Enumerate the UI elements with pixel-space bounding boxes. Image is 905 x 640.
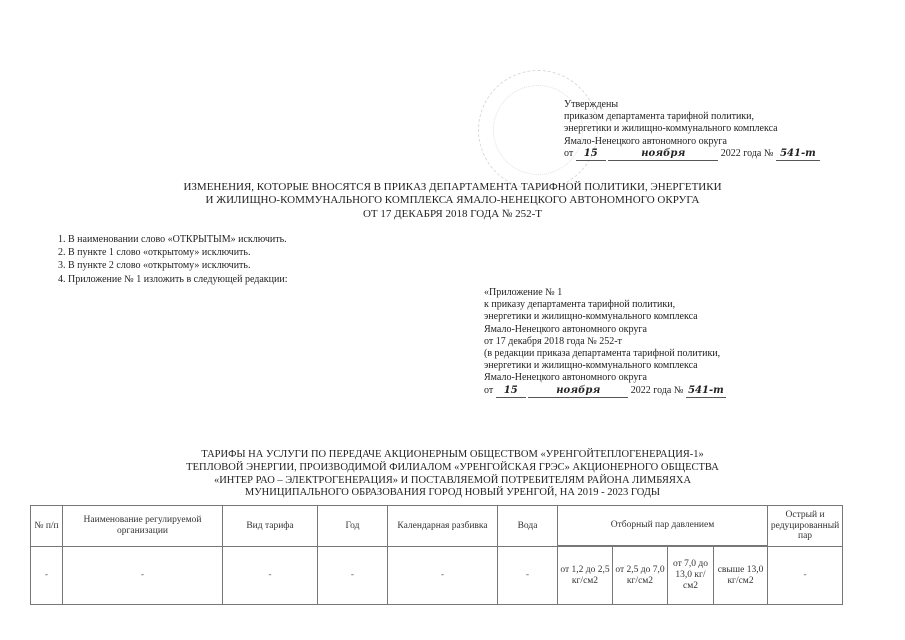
header-num: № п/п <box>31 506 63 547</box>
header-sharp-steam: Острый и редуцированный пар <box>768 506 843 547</box>
amendment-item: 4. Приложение № 1 изложить в следующей редакции: <box>58 273 288 285</box>
amendment-item: 3. В пункте 2 слово «открытому» исключить. <box>58 260 251 272</box>
cell-steam-3: от 7,0 до 13,0 кг/см2 <box>668 547 714 605</box>
title-line: ОТ 17 ДЕКАБРЯ 2018 ГОДА № 252-Т <box>362 207 543 220</box>
tariff-title-line: ТАРИФЫ НА УСЛУГИ ПО ПЕРЕДАЧЕ АКЦИОНЕРНЫМ ОБЩЕСТВОМ «УРЕНГОЙТЕПЛОГЕНЕРАЦИЯ-1» <box>201 449 704 460</box>
tariff-title-line: МУНИЦИПАЛЬНОГО ОБРАЗОВАНИЯ ГОРОД НОВЫЙ УРЕНГОЙ, НА 2019 - 2023 ГОДЫ <box>244 487 661 499</box>
header-organization: Наименование регулируемой организации <box>63 506 223 547</box>
header-steam-group: Отборный пар давлением <box>558 506 768 546</box>
annex-header <box>484 287 804 398</box>
amendment-item: 1. В наименовании слово «ОТКРЫТЫМ» исключить. <box>58 234 287 245</box>
tariff-title <box>0 449 905 500</box>
approval-date-year: 2022 года № <box>720 147 774 159</box>
cell-organization: - <box>63 547 223 605</box>
header-year: Год <box>318 506 388 547</box>
title-line: И ЖИЛИЩНО-КОММУНАЛЬНОГО КОМПЛЕКСА ЯМАЛО-НЕНЕЦКОГО АВТОНОМНОГО ОКРУГА <box>205 194 700 207</box>
cell-water: - <box>498 547 558 605</box>
approval-block <box>564 99 864 161</box>
annex-line: энергетики и жилищно-коммунального комплекса <box>484 360 698 372</box>
header-water: Вода <box>498 506 558 547</box>
annex-line: Ямало-Ненецкого автономного округа <box>484 372 647 384</box>
table-header-row <box>31 506 843 546</box>
annex-date-line <box>484 385 804 398</box>
cell-steam-4: свыше 13,0 кг/см2 <box>714 547 768 605</box>
approval-date-line <box>564 148 864 161</box>
header-tariff-type: Вид тарифа <box>223 506 318 547</box>
cell-sharp-steam: - <box>768 547 843 605</box>
cell-year: - <box>318 547 388 605</box>
cell-steam-2: от 2,5 до 7,0 кг/см2 <box>613 547 668 605</box>
approval-date-prefix: от <box>564 147 574 159</box>
annex-line: к приказу департамента тарифной политики, <box>484 299 676 311</box>
annex-date-day: 15 <box>496 385 526 398</box>
approval-date-day: 15 <box>576 148 606 161</box>
annex-date-year: 2022 года № <box>630 384 684 396</box>
approval-date-month: ноября <box>608 148 718 161</box>
tariff-title-line: «ИНТЕР РАО – ЭЛЕКТРОГЕНЕРАЦИЯ» И ПОСТАВЛЯЕМОЙ ПОТРЕБИТЕЛЯМ РАЙОНА ЛИМБЯЯХА <box>213 474 692 486</box>
title-line: ИЗМЕНЕНИЯ, КОТОРЫЕ ВНОСЯТСЯ В ПРИКАЗ ДЕПАРТАМЕНТА ТАРИФНОЙ ПОЛИТИКИ, ЭНЕРГЕТИКИ <box>183 181 722 193</box>
header-calendar: Календарная разбивка <box>388 506 498 547</box>
approval-line: Ямало-Ненецкого автономного округа <box>564 135 727 147</box>
cell-steam-1: от 1,2 до 2,5 кг/см2 <box>558 547 613 605</box>
annex-line: (в редакции приказа департамента тарифной политики, <box>484 347 721 359</box>
annex-date-prefix: от <box>484 384 494 396</box>
cell-tariff-type: - <box>223 547 318 605</box>
approval-line: Утверждены <box>564 99 619 110</box>
tariff-table <box>30 505 843 605</box>
table-row <box>31 547 843 605</box>
approval-line: приказом департамента тарифной политики, <box>564 111 754 123</box>
approval-order-number: 541-т <box>776 148 820 161</box>
cell-num: - <box>31 547 63 605</box>
annex-line: Ямало-Ненецкого автономного округа <box>484 323 647 335</box>
document-title <box>0 181 905 221</box>
approval-line: энергетики и жилищно-коммунального комплекса <box>564 123 778 135</box>
annex-order-number: 541-т <box>686 385 726 398</box>
annex-date-month: ноября <box>528 385 628 398</box>
amendment-list <box>58 234 287 287</box>
annex-line: энергетики и жилищно-коммунального комплекса <box>484 311 698 323</box>
amendment-item: 2. В пункте 1 слово «открытому» исключить. <box>58 247 251 259</box>
cell-calendar: - <box>388 547 498 605</box>
annex-line: от 17 декабря 2018 года № 252-т <box>484 335 622 347</box>
tariff-title-line: ТЕПЛОВОЙ ЭНЕРГИИ, ПРОИЗВОДИМОЙ ФИЛИАЛОМ «УРЕНГОЙСКАЯ ГРЭС» АКЦИОНЕРНОГО ОБЩЕСТВА <box>186 461 719 473</box>
annex-line: «Приложение № 1 <box>484 287 563 298</box>
